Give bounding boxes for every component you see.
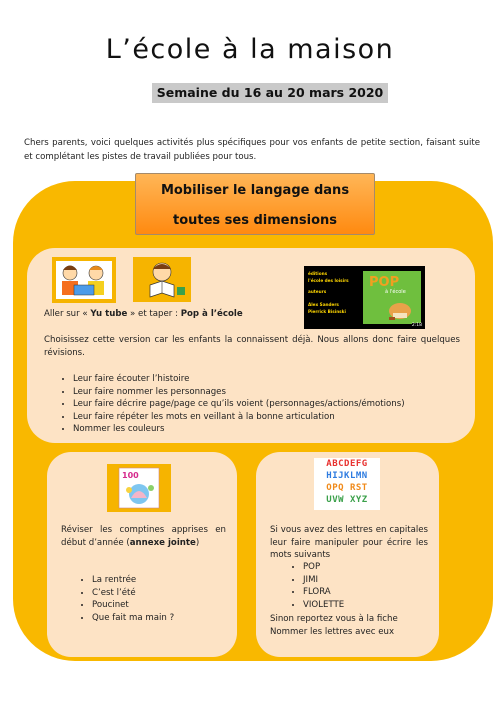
story-description: Choisissez cette version car les enfants la connaissent déjà. Nous allons donc faire quelques révisions. (44, 335, 460, 358)
pop-book-cover (363, 271, 421, 324)
thumb-label-editions: éditions (308, 271, 328, 276)
story-panel (27, 248, 475, 443)
list-item: • Nommer les couleurs (73, 423, 473, 436)
search-query: Pop à l’école (180, 309, 243, 319)
annexe-label: annexe jointe (129, 537, 196, 548)
instruction-pre: Aller sur « (44, 309, 88, 319)
alphabet-row: ABCDEFG (326, 459, 368, 469)
youtube-name: Yu tube (90, 309, 128, 319)
youtube-instruction (44, 308, 243, 321)
thumb-author2: Pierrick Bisinski (308, 309, 346, 314)
alphabet-row: OPQ RST (326, 483, 368, 493)
section-title (135, 173, 375, 235)
nursery-rhymes-panel (47, 452, 237, 657)
story-activities-list (56, 373, 473, 436)
list-item: • Leur faire écouter l’histoire (73, 373, 473, 386)
rhymes-text-post: ) (195, 537, 200, 548)
svg-text:100: 100 (122, 471, 139, 480)
list-item: • Leur faire décrire page/page ce qu’ils voient (personnages/actions/émotions) (73, 398, 473, 411)
rhymes-text-pre: Réviser les comptines apprises en début d’année ( (61, 525, 226, 548)
cover-subtitle: à l'école (385, 289, 406, 295)
instruction-mid: » et taper : (130, 309, 178, 319)
children-reading-illustration (52, 257, 116, 303)
week-banner: Semaine du 16 au 20 mars 2020 (152, 83, 388, 103)
intro-paragraph: Chers parents, voici quelques activités plus spécifiques pour vos enfants de petite section, faisant suite et complétant les pistes de travail publiées pour tous. (24, 138, 480, 162)
alphabet-row: UVW XYZ (326, 495, 368, 505)
list-item: • Que fait ma main ? (92, 612, 242, 625)
thumb-author1: Alex Sanders (308, 302, 339, 307)
alphabet-letters-image (314, 458, 380, 510)
thumb-label-auteurs: auteurs (308, 289, 327, 294)
list-item: • VIOLETTE (303, 599, 443, 612)
letters-footer-line1: Sinon reportez vous à la fiche (270, 614, 398, 624)
section-title-line1: Mobiliser le langage dans (160, 183, 350, 198)
alphabet-row: HIJKLMN (326, 471, 368, 481)
list-item: • Leur faire répéter les mots en veillant à la bonne articulation (73, 411, 473, 424)
list-item: • C’est l’été (92, 587, 242, 600)
rhymes-book-cover (107, 464, 171, 512)
rhymes-instruction (61, 524, 226, 549)
list-item: • Leur faire nommer les personnages (73, 386, 473, 399)
letters-footer (270, 613, 435, 638)
list-item: • Poucinet (92, 599, 242, 612)
video-duration: 2:18 (411, 323, 422, 328)
words-list (286, 561, 443, 611)
list-item: • POP (303, 561, 443, 574)
list-item: • La rentrée (92, 574, 242, 587)
cover-title: POP (369, 275, 400, 290)
dinosaur-icon (385, 297, 415, 321)
list-item: • JIMI (303, 574, 443, 587)
letters-footer-line2: Nommer les lettres avec eux (270, 626, 395, 637)
thumb-label-ecole: l'école des loisirs (308, 278, 349, 283)
child-with-book-illustration (133, 257, 191, 302)
page-title: L’école à la maison (105, 34, 395, 65)
rhymes-list (75, 574, 242, 624)
letters-panel (256, 452, 439, 657)
pop-video-thumbnail[interactable] (304, 266, 425, 329)
section-title-line2: toutes ses dimensions (172, 213, 337, 228)
list-item: • FLORA (303, 586, 443, 599)
letters-instruction: Si vous avez des lettres en capitales leur faire manipuler pour écrire les mots suivants (270, 525, 428, 560)
